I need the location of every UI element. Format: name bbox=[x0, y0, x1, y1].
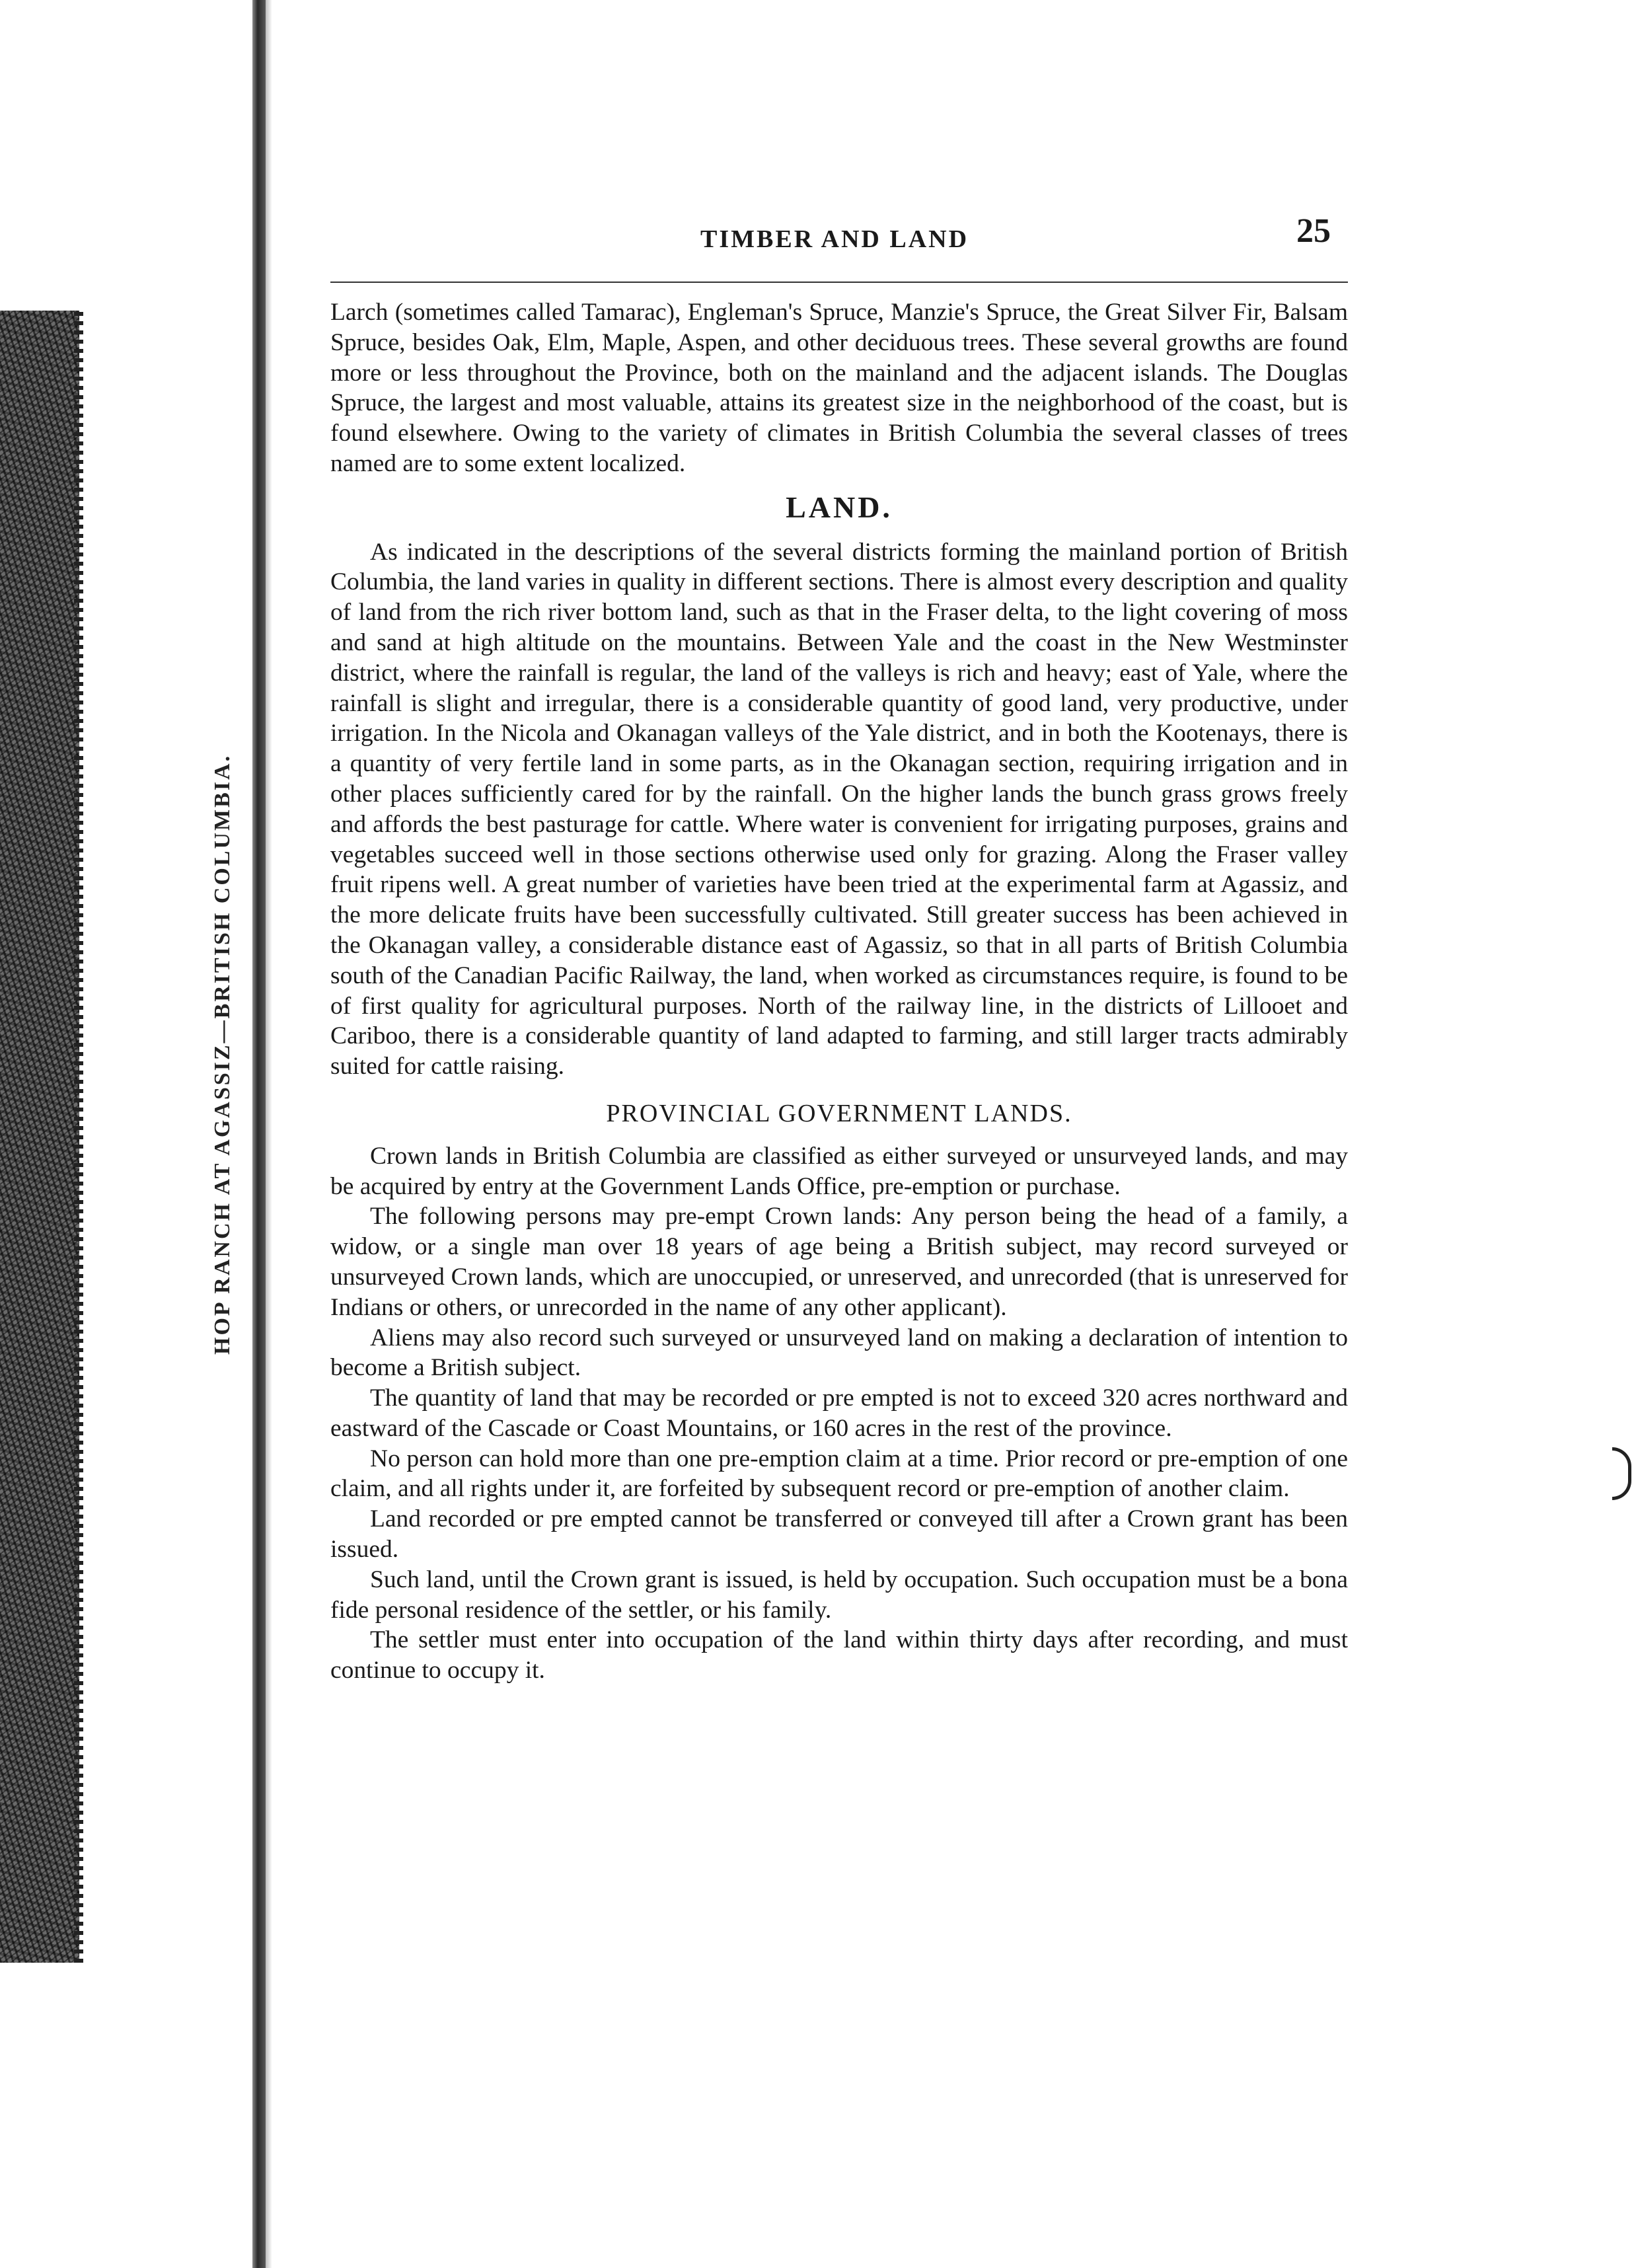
intro-paragraph: Larch (sometimes called Tamarac), Engleman's Spruce, Manzie's Spruce, the Great Silver Fir, Balsam Spruce, besides Oak, Elm, Maple, Aspen, and other deciduous trees. These several growths are found more or less throughout the Province, both on the mainland and the adjacent islands. The Douglas Spruce, the largest and most valuable, attains its greatest size in the neighborhood of the coast, but is found elsewhere. Owing to the variety of climates in British Columbia the several classes of trees named are to some extent localized. bbox=[330, 299, 1348, 477]
land-paragraph: As indicated in the descriptions of the several districts forming the mainland portion of British Columbia, the land varies in quality in different sections. There is almost every description and quality of land from the rich river bottom land, such as that in the Fraser delta, to the light covering of moss and sand at high altitude on the mountains. Between Yale and the coast in the New Westminster district, where the rainfall is regular, the land of the valleys is rich and heavy; east of Yale, where the rainfall is slight and irregular, there is a considerable quantity of good land, very productive, under irrigation. In the Nicola and Okanagan valleys of the Yale district, and in both the Kootenays, there is a quantity of very fertile land in some parts, as in the Okanagan section, requiring irrigation and in other places sufficiently cared for by the rainfall. On the higher lands the bunch grass grows freely and affords the best pasturage for cattle. Where water is convenient for irrigating purposes, grains and vegetables succeed well in those sections otherwise used only for grazing. Along the Fraser valley fruit ripens well. A great number of varieties have been tried at the experimental farm at Agassiz, and the more delicate fruits have been successfully cultivated. Still greater success has been achieved in the Okanagan valley, a considerable distance east of Agassiz, so that in all parts of British Columbia south of the Canadian Pacific Railway, the land, when worked as circumstances require, is found to be of first quality for agricultural purposes. North of the railway line, in the districts of Lillooet and Cariboo, there is a considerable quantity of land adapted to farming, and still larger tracts admirably suited for cattle raising. bbox=[330, 538, 1348, 1080]
book-spine bbox=[252, 0, 266, 2268]
illustration-caption: HOP RANCH AT AGASSIZ—BRITISH COLUMBIA. bbox=[210, 753, 235, 1355]
prov-paragraph-2: The following persons may pre-empt Crown lands: Any person being the head of a family, a widow, or a single man over 18 years of age being a British subject, may record surveyed or unsurveyed Crown lands, which are unoccupied, or unreserved, and unrecorded (that is unreserved for Indians or others, or unrecorded in the name of any other applicant). bbox=[330, 1203, 1348, 1321]
book-page bbox=[330, 198, 1361, 1684]
header-rule bbox=[330, 282, 1348, 283]
prov-paragraph-5: No person can hold more than one pre-emption claim at a time. Prior record or pre-emption of one claim, and all rights under it, are forfeited by subsequent record or pre-emption of another claim. bbox=[330, 1445, 1348, 1503]
margin-mark bbox=[1612, 1447, 1636, 1507]
prov-paragraph-4: The quantity of land that may be recorded or pre empted is not to exceed 320 acres northward and eastward of the Cascade or Coast Mountains, or 160 acres in the rest of the province. bbox=[330, 1384, 1348, 1442]
prov-paragraph-3: Aliens may also record such surveyed or unsurveyed land on making a declaration of intention to become a British subject. bbox=[330, 1324, 1348, 1382]
prov-paragraph-6: Land recorded or pre empted cannot be transferred or conveyed till after a Crown grant has been issued. bbox=[330, 1505, 1348, 1564]
spine-shadow bbox=[266, 0, 272, 2268]
page-number: 25 bbox=[1296, 212, 1331, 250]
prov-paragraph-7: Such land, until the Crown grant is issued, is held by occupation. Such occupation must be a bona fide personal residence of the settler, or his family. bbox=[330, 1566, 1348, 1624]
running-head bbox=[330, 198, 1361, 258]
running-title: TIMBER AND LAND bbox=[700, 225, 969, 253]
hop-ranch-illustration bbox=[0, 311, 79, 1963]
page-body bbox=[330, 297, 1348, 1686]
land-heading: LAND. bbox=[786, 490, 893, 524]
facing-page bbox=[0, 0, 244, 2268]
prov-paragraph-1: Crown lands in British Columbia are classified as either surveyed or unsurveyed lands, and may be acquired by entry at the Government Lands Office, pre-emption or purchase. bbox=[330, 1142, 1348, 1200]
prov-paragraph-8: The settler must enter into occupation of the land within thirty days after recording, and must continue to occupy it. bbox=[330, 1626, 1348, 1684]
provincial-lands-heading: PROVINCIAL GOVERNMENT LANDS. bbox=[606, 1099, 1072, 1127]
